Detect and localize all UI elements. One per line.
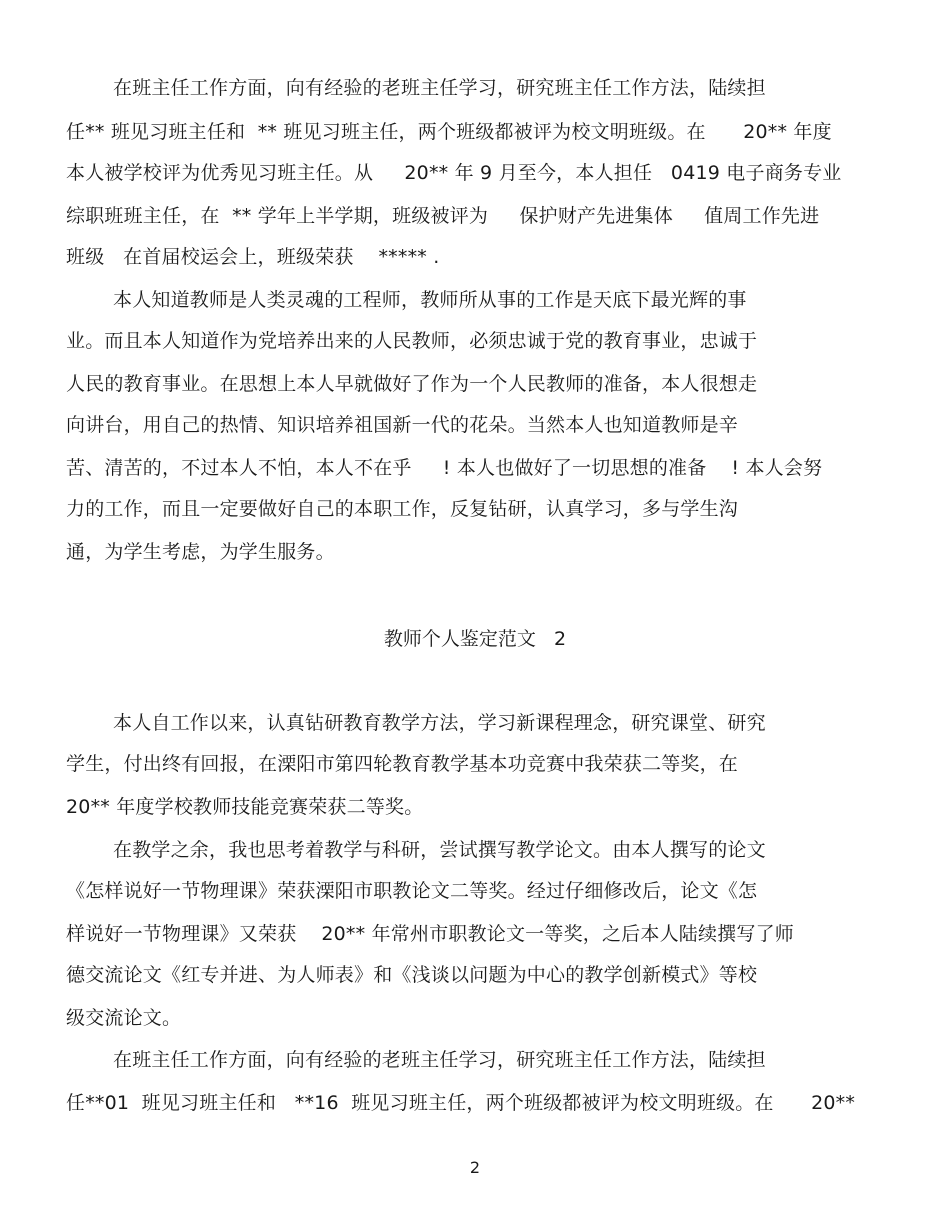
paragraph-line: 力的工作，而且一定要做好自己的本职工作，反复钻研，认真学习，多与学生沟 [66,498,739,520]
paragraph-line: 通，为学生考虑，为学生服务。 [66,541,335,563]
paragraph-line: 级交流论文。 [66,1007,182,1029]
paragraph-line: 苦、清苦的，不过本人不怕，本人不在乎 ! 本人也做好了一切思想的准备 ! 本人会努 [66,457,823,479]
paragraph-line: 业。而且本人知道作为党培养出来的人民教师，必须忠诚于党的教育事业，忠诚于 [66,330,758,352]
paragraph-line: 班级 在首届校运会上，班级荣获 ***** . [66,246,440,268]
paragraph-line: 本人自工作以来，认真钻研教育教学方法，学习新课程理念，研究课堂、研究 [113,712,766,734]
paragraph-line: 本人被学校评为优秀见习班主任。从 20** 年 9 月至今，本人担任 0419 电子商务专业 [66,162,842,184]
paragraph-line: 在教学之余，我也思考着教学与科研，尝试撰写教学论文。由本人撰写的论文 [113,839,766,861]
section-title: 教师个人鉴定范文 2 [383,628,567,650]
paragraph-line: 德交流论文《红专并进、为人师表》和《浅谈以问题为中心的教学创新模式》等校 [66,964,758,986]
paragraph-line: 在班主任工作方面，向有经验的老班主任学习，研究班主任工作方法，陆续担 [113,77,766,99]
paragraph-line: 综职班班主任，在 ** 学年上半学期，班级被评为 保护财产先进集体 值周工作先进 [66,205,820,227]
paragraph-line: 向讲台，用自己的热情、知识培养祖国新一代的花朵。当然本人也知道教师是辛 [66,414,739,436]
paragraph-line: 样说好一节物理课》又荣获 20** 年常州市职教论文一等奖，之后本人陆续撰写了师 [66,923,794,945]
paragraph-line: 《怎样说好一节物理课》荣获溧阳市职教论文二等奖。经过仔细修改后，论文《怎 [66,880,758,902]
paragraph-line: 20** 年度学校教师技能竞赛荣获二等奖。 [66,796,424,818]
paragraph-line: 在班主任工作方面，向有经验的老班主任学习，研究班主任工作方法，陆续担 [113,1049,766,1071]
paragraph-line: 本人知道教师是人类灵魂的工程师，教师所从事的工作是天底下最光辉的事 [113,289,747,311]
page-number: 2 [469,1158,481,1177]
paragraph-line: 任** 班见习班主任和 ** 班见习班主任，两个班级都被评为校文明班级。在 20** 年度 [66,121,832,143]
paragraph-line: 学生，付出终有回报，在溧阳市第四轮教育教学基本功竞赛中我荣获二等奖，在 [66,753,739,775]
paragraph-line: 人民的教育事业。在思想上本人早就做好了作为一个人民教师的准备，本人很想走 [66,373,758,395]
paragraph-line: 任**01 班见习班主任和 **16 班见习班主任，两个班级都被评为校文明班级。在 20** [66,1092,856,1114]
